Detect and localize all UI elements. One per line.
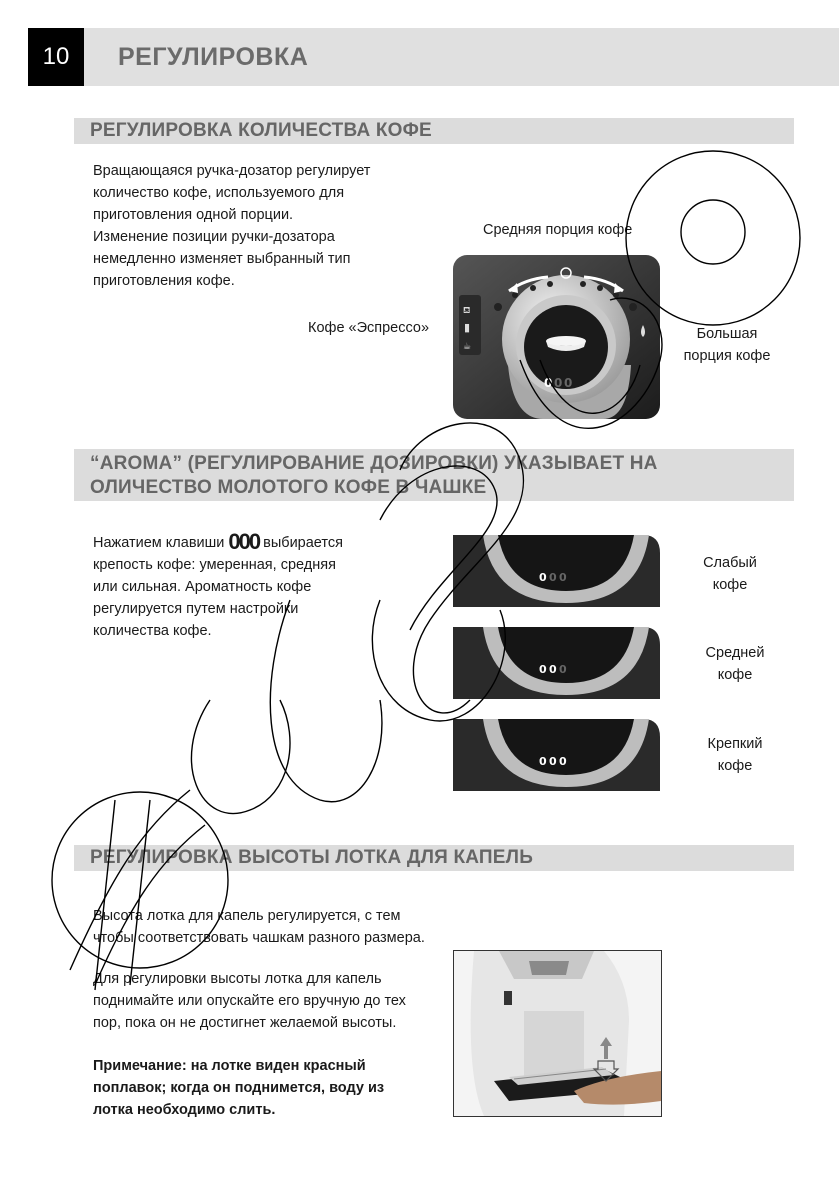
text-line: кофе (717, 667, 753, 683)
text-line: или сильная. Ароматность кофе (93, 579, 312, 595)
text-line: кофе (717, 758, 753, 774)
section-title-aroma (90, 452, 658, 500)
strong-strength-illustration (453, 719, 660, 791)
drip-tray-illustration (454, 951, 661, 1116)
weak-strength-illustration (453, 535, 660, 607)
svg-text:☕: ☕ (463, 342, 472, 352)
svg-text:0: 0 (539, 755, 547, 768)
text-line: кофе (712, 577, 748, 593)
aroma-key-symbol: 000 (228, 529, 260, 554)
page-number: 10 (28, 28, 84, 86)
text-line: лотка необходимо слить. (93, 1102, 276, 1118)
label-medium-coffee (680, 642, 790, 686)
medium-strength-illustration (453, 627, 660, 699)
text-line: Крепкий (707, 736, 763, 752)
svg-text:0: 0 (549, 663, 557, 676)
text-line: регулируется путем настройки (93, 601, 299, 617)
text-line: Изменение позиции ручки-дозатора (93, 229, 335, 245)
label-medium-portion: Средняя порция кофе (483, 222, 633, 238)
aroma-paragraph (93, 531, 343, 642)
text-line: поднимайте или опускайте его вручную до тех (93, 993, 406, 1009)
text-line: порция кофе (683, 348, 771, 364)
svg-text:0: 0 (554, 376, 563, 390)
section-title-drip-tray: РЕГУЛИРОВКА ВЫСОТЫ ЛОТКА ДЛЯ КАПЕЛЬ (90, 847, 534, 868)
text-line: количества кофе. (93, 623, 212, 639)
drip-tray-paragraph-1 (93, 905, 425, 949)
dosage-dial-illustration (453, 255, 660, 419)
text-fragment: Нажатием клавиши (93, 535, 225, 551)
text-line: Средней (705, 645, 765, 661)
label-large-portion (672, 323, 782, 367)
svg-text:0: 0 (539, 571, 547, 584)
section-title-coffee-amount: РЕГУЛИРОВКА КОЛИЧЕСТВА КОФЕ (90, 120, 432, 141)
label-weak-coffee (675, 552, 785, 596)
text-line: ОЛИЧЕСТВО МОЛОТОГО КОФЕ В ЧАШКЕ (90, 477, 487, 498)
label-espresso: Кофе «Эспрессо» (308, 320, 430, 336)
text-line: чтобы соответствовать чашкам разного размера. (93, 930, 425, 946)
svg-text:0: 0 (564, 376, 573, 390)
text-fragment: выбирается (263, 535, 343, 551)
text-line: немедленно изменяет выбранный тип (93, 251, 351, 267)
svg-text:0: 0 (544, 376, 553, 390)
coffee-amount-paragraph (93, 160, 370, 292)
svg-text:0: 0 (549, 755, 557, 768)
label-strong-coffee (680, 733, 790, 777)
text-line: приготовления кофе. (93, 273, 235, 289)
svg-text:⛾: ⛾ (463, 306, 471, 316)
text-line: Вращающаяся ручка-дозатор регулирует (93, 163, 371, 179)
text-line (93, 531, 343, 554)
text-line: приготовления одной порции. (93, 207, 294, 223)
strength-photo-medium (453, 627, 660, 699)
strength-photo-strong (453, 719, 660, 791)
text-line: поплавок; когда он поднимется, воду из (93, 1080, 385, 1096)
svg-text:▮: ▮ (464, 321, 471, 334)
text-line: пор, пока он не достигнет желаемой высоты. (93, 1015, 397, 1031)
text-line: Слабый (703, 555, 757, 571)
drip-tray-paragraph-2 (93, 968, 406, 1034)
text-line: крепость кофе: умеренная, средняя (93, 557, 336, 573)
dosage-dial-photo (453, 255, 660, 419)
text-line: Большая (696, 326, 758, 342)
svg-text:0: 0 (549, 571, 557, 584)
strength-photo-weak (453, 535, 660, 607)
page-title: РЕГУЛИРОВКА (118, 43, 309, 71)
text-line: “AROMA” (РЕГУЛИРОВАНИЕ ДОЗИРОВКИ) УКАЗЫВАЕТ НА (90, 453, 658, 474)
text-line: Для регулировки высоты лотка для капель (93, 971, 382, 987)
drip-tray-note (93, 1055, 384, 1121)
drip-tray-photo (453, 950, 662, 1117)
svg-text:0: 0 (539, 663, 547, 676)
svg-text:0: 0 (559, 755, 567, 768)
text-line: Высота лотка для капель регулируется, с тем (93, 908, 401, 924)
text-line: Примечание: на лотке виден красный (93, 1058, 366, 1074)
svg-text:0: 0 (559, 571, 567, 584)
svg-text:0: 0 (559, 663, 567, 676)
text-line: количество кофе, используемого для (93, 185, 345, 201)
